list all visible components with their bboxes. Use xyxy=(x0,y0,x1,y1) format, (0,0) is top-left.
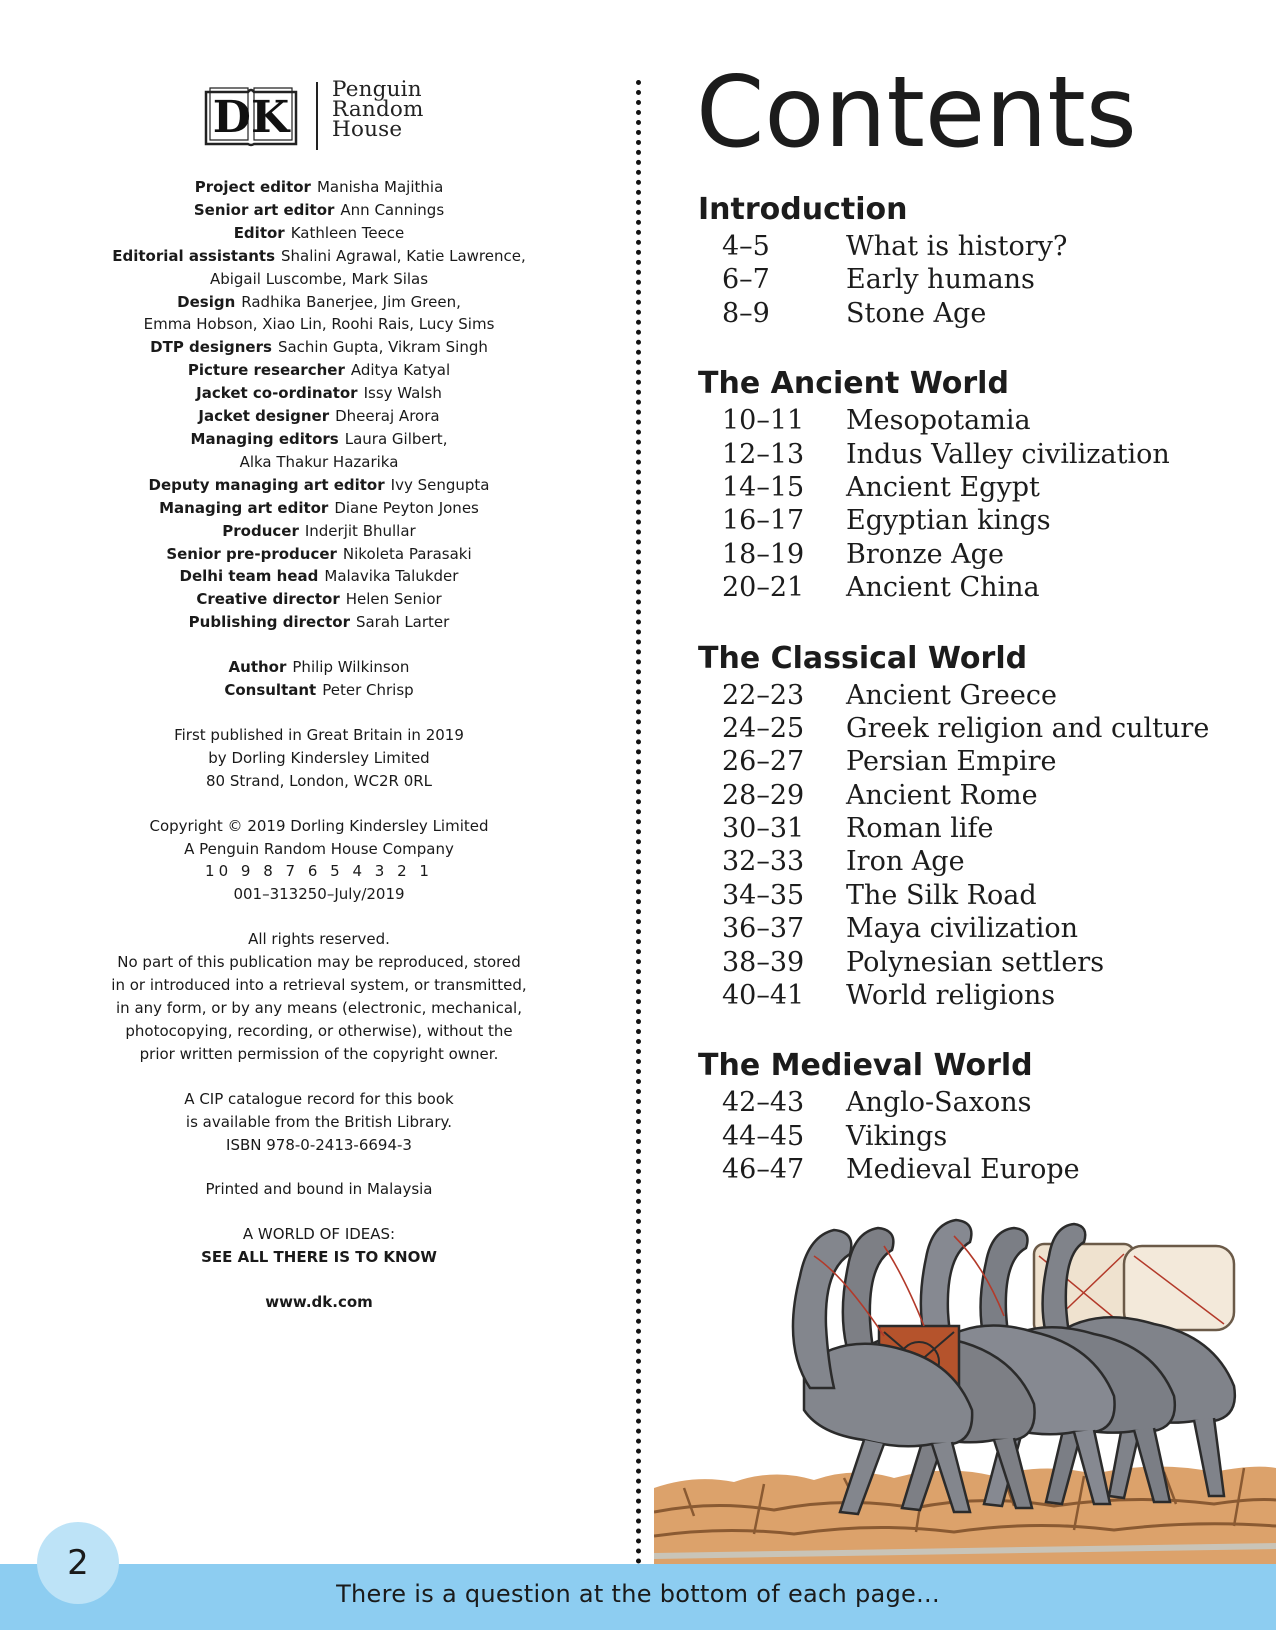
credit-row xyxy=(104,428,534,451)
toc-entry[interactable] xyxy=(698,571,1268,604)
toc-page-range: 36–37 xyxy=(722,913,805,945)
credit-row xyxy=(104,291,534,314)
cip-line: A CIP catalogue record for this book xyxy=(184,1089,454,1108)
toc-page-range: 28–29 xyxy=(722,779,805,811)
toc-entry[interactable] xyxy=(698,297,1268,330)
credit-role: Project editor xyxy=(194,178,311,196)
publication-line: by Dorling Kindersley Limited xyxy=(208,748,430,767)
rights-line: in or introduced into a retrieval system, or transmitted, xyxy=(111,976,527,995)
credit-role: Design xyxy=(177,292,236,311)
credit-names: Alka Thakur Hazarika xyxy=(239,452,399,471)
credit-names: Radhika Banerjee, Jim Green, xyxy=(241,292,461,311)
credit-names: Sachin Gupta, Vikram Singh xyxy=(277,338,488,357)
toc-page-range: 14–15 xyxy=(722,471,805,503)
credit-names: Kathleen Teece xyxy=(290,223,405,242)
toc-entry-title: Ancient Greece xyxy=(846,679,1057,711)
toc-page-range: 20–21 xyxy=(722,572,805,604)
rights-line: prior written permission of the copyright owner. xyxy=(139,1044,499,1063)
credit-role: Senior pre-producer xyxy=(166,544,337,563)
dk-mark: DK xyxy=(212,92,290,143)
toc-entry[interactable] xyxy=(698,263,1268,296)
penguin-random-house-wordmark xyxy=(332,77,424,142)
toc-entry[interactable] xyxy=(698,438,1268,471)
toc-section-title: The Medieval World xyxy=(698,1048,1033,1084)
toc-entry-title: Indus Valley civilization xyxy=(846,438,1170,470)
toc-page-range: 22–23 xyxy=(722,679,805,711)
toc-entry[interactable] xyxy=(698,912,1268,945)
imprint-credits xyxy=(104,176,534,1314)
credit-row xyxy=(104,176,534,199)
rights-line: All rights reserved. xyxy=(248,930,390,949)
copyright-line: 001–313250–July/2019 xyxy=(233,885,405,904)
toc-entry-title: Maya civilization xyxy=(846,913,1079,945)
dotted-divider xyxy=(636,80,641,1565)
toc-entry-title: World religions xyxy=(846,980,1056,1012)
page-number-badge xyxy=(37,1522,119,1604)
credit-role: Delhi team head xyxy=(179,567,319,586)
credit-role: Managing editors xyxy=(190,429,339,448)
toc-entry[interactable] xyxy=(698,779,1268,812)
publisher-line: Random xyxy=(332,97,424,122)
toc-entry-title: Ancient China xyxy=(846,572,1040,604)
toc-entry[interactable] xyxy=(698,946,1268,979)
toc-page-range: 12–13 xyxy=(722,438,805,470)
cip-record xyxy=(104,1088,534,1157)
publication-line: 80 Strand, London, WC2R 0RL xyxy=(205,771,433,790)
toc-page-range: 32–33 xyxy=(722,846,805,878)
camel-caravan-illustration xyxy=(654,1196,1276,1564)
author-list xyxy=(104,656,534,702)
toc-entry[interactable] xyxy=(698,471,1268,504)
toc-entry-title: Polynesian settlers xyxy=(846,946,1105,978)
rights-line: in any form, or by any means (electronic, mechanical, xyxy=(116,999,522,1017)
tagline-line: A WORLD OF IDEAS: xyxy=(242,1225,396,1244)
toc-entry-title: Ancient Rome xyxy=(846,779,1038,811)
toc-page-range: 30–31 xyxy=(722,813,805,845)
tagline xyxy=(104,1223,534,1269)
credit-role: Senior art editor xyxy=(193,200,335,219)
credit-names: Inderjit Bhullar xyxy=(304,521,416,540)
credit-row xyxy=(104,313,534,336)
credit-names: Helen Senior xyxy=(345,590,442,609)
credit-names: Philip Wilkinson xyxy=(292,658,410,677)
toc-entry-title: The Silk Road xyxy=(846,879,1037,911)
copyright-line: A Penguin Random House Company xyxy=(184,839,454,858)
toc-entry-title: Medieval Europe xyxy=(846,1154,1080,1186)
credit-role: Author xyxy=(228,658,287,677)
dk-book-logo-icon xyxy=(202,84,300,148)
copyright-line: 10 9 8 7 6 5 4 3 2 1 xyxy=(205,862,433,881)
toc-page-range: 18–19 xyxy=(722,538,805,570)
copyright-info xyxy=(104,815,534,907)
toc-page-range: 34–35 xyxy=(722,879,805,911)
toc-page-range: 10–11 xyxy=(722,405,805,437)
tagline-line: SEE ALL THERE IS TO KNOW xyxy=(201,1248,437,1267)
toc-page-range: 42–43 xyxy=(722,1087,805,1119)
toc-entry[interactable] xyxy=(698,1153,1268,1186)
toc-entry-title: Early humans xyxy=(846,264,1035,296)
credit-role: DTP designers xyxy=(150,338,272,357)
toc-entry-title: Ancient Egypt xyxy=(846,471,1040,503)
credit-row xyxy=(104,451,534,474)
credit-row xyxy=(104,656,534,679)
cargo-bundle xyxy=(1124,1246,1234,1330)
credit-row xyxy=(104,520,534,543)
toc-entry[interactable] xyxy=(698,712,1268,745)
toc-entry-title: Roman life xyxy=(846,813,994,845)
credit-names: Emma Hobson, Xiao Lin, Roohi Rais, Lucy Sims xyxy=(143,315,495,334)
credit-role: Producer xyxy=(222,521,299,540)
credit-list xyxy=(104,176,534,634)
credit-row xyxy=(104,245,534,268)
credit-role: Editorial assistants xyxy=(112,246,275,265)
publisher-line: Penguin xyxy=(332,77,422,102)
toc-entry[interactable] xyxy=(698,230,1268,263)
logo-separator xyxy=(316,82,318,150)
toc-entry[interactable] xyxy=(698,504,1268,537)
toc-page-range: 24–25 xyxy=(722,712,805,744)
credit-row xyxy=(104,199,534,222)
credit-row xyxy=(104,382,534,405)
copyright-line: Copyright © 2019 Dorling Kindersley Limited xyxy=(149,816,489,835)
toc-entry[interactable] xyxy=(698,1120,1268,1153)
toc-entry[interactable] xyxy=(698,404,1268,437)
toc-entry-title: Vikings xyxy=(846,1120,948,1152)
credit-names: Sarah Larter xyxy=(355,613,450,632)
toc-section-title: Introduction xyxy=(698,192,908,227)
credit-names: Laura Gilbert, xyxy=(344,429,448,448)
printed-in: Printed and bound in Malaysia xyxy=(205,1180,433,1199)
credit-row xyxy=(104,543,534,566)
credit-names: Aditya Katyal xyxy=(350,361,451,380)
toc-entry[interactable] xyxy=(698,812,1268,845)
toc-entry-title: Persian Empire xyxy=(846,746,1057,778)
credit-row xyxy=(104,268,534,291)
toc-entry-title: Anglo-Saxons xyxy=(846,1087,1032,1119)
toc-section xyxy=(698,639,1268,1013)
credit-names: Abigail Luscombe, Mark Silas xyxy=(209,269,429,288)
cip-line: is available from the British Library. xyxy=(185,1112,453,1131)
toc-page-range: 6–7 xyxy=(722,264,770,296)
credit-row xyxy=(104,497,534,520)
credit-names: Nikoleta Parasaki xyxy=(342,544,472,563)
credit-row xyxy=(104,222,534,245)
toc-entry-title: Iron Age xyxy=(846,846,965,878)
credit-role: Editor xyxy=(233,223,285,242)
credit-names: Peter Chrisp xyxy=(322,681,414,700)
publisher-logo xyxy=(202,77,442,152)
toc-page-range: 38–39 xyxy=(722,946,805,978)
toc-section xyxy=(698,1046,1268,1186)
credit-names: Issy Walsh xyxy=(363,384,442,403)
toc-page-range: 4–5 xyxy=(722,231,770,262)
credit-role: Deputy managing art editor xyxy=(148,475,385,494)
toc-page-range: 46–47 xyxy=(722,1154,805,1186)
publisher-line: House xyxy=(332,117,403,142)
credit-names: Diane Peyton Jones xyxy=(334,498,479,517)
credit-names: Malavika Talukder xyxy=(324,567,459,586)
credit-role: Jacket designer xyxy=(198,407,330,426)
credit-row xyxy=(104,588,534,611)
credit-row xyxy=(104,679,534,702)
rights-notice xyxy=(104,928,534,1065)
isbn: ISBN 978-0-2413-6694-3 xyxy=(226,1135,412,1154)
toc-page-range: 44–45 xyxy=(722,1120,805,1152)
table-of-contents xyxy=(698,190,1268,1221)
toc-entry-title: Stone Age xyxy=(846,297,987,329)
rights-line: photocopying, recording, or otherwise), without the xyxy=(125,1021,513,1040)
toc-section xyxy=(698,364,1268,604)
credit-role: Picture researcher xyxy=(187,361,345,380)
toc-entry[interactable] xyxy=(698,538,1268,571)
toc-entry[interactable] xyxy=(698,979,1268,1012)
credit-row xyxy=(104,405,534,428)
toc-section xyxy=(698,190,1268,330)
toc-page-range: 40–41 xyxy=(722,980,805,1012)
toc-entry-title: What is history? xyxy=(846,231,1068,262)
credit-role: Managing art editor xyxy=(159,498,329,517)
footer-question-note: There is a question at the bottom of each page... xyxy=(336,1580,940,1608)
credit-names: Ann Cannings xyxy=(340,200,445,219)
rights-line: No part of this publication may be reproduced, stored xyxy=(117,953,521,972)
toc-entry[interactable] xyxy=(698,1086,1268,1119)
credit-names: Dheeraj Arora xyxy=(335,407,440,426)
credit-names: Ivy Sengupta xyxy=(390,475,490,494)
credit-row xyxy=(104,359,534,382)
credit-role: Consultant xyxy=(224,681,317,700)
credit-row xyxy=(104,336,534,359)
credit-role: Publishing director xyxy=(188,613,350,632)
toc-entry[interactable] xyxy=(698,879,1268,912)
website-link[interactable]: www.dk.com xyxy=(265,1293,373,1312)
credit-role: Creative director xyxy=(196,590,340,609)
toc-page-range: 8–9 xyxy=(722,297,770,329)
toc-section-title: The Ancient World xyxy=(698,366,1009,402)
toc-page-range: 16–17 xyxy=(722,505,805,537)
credit-role: Jacket co-ordinator xyxy=(196,384,358,403)
contents-title: Contents xyxy=(696,56,1137,170)
publication-info xyxy=(104,724,534,793)
toc-entry[interactable] xyxy=(698,845,1268,878)
credit-names: Shalini Agrawal, Katie Lawrence, xyxy=(281,246,526,265)
toc-entry-title: Greek religion and culture xyxy=(846,712,1210,744)
credit-row xyxy=(104,474,534,497)
toc-entry-title: Egyptian kings xyxy=(846,505,1051,537)
credit-row xyxy=(104,565,534,588)
page-number: 2 xyxy=(67,1543,89,1583)
toc-entry-title: Bronze Age xyxy=(846,538,1004,570)
toc-entry[interactable] xyxy=(698,679,1268,712)
credit-row xyxy=(104,611,534,634)
toc-page-range: 26–27 xyxy=(722,746,805,778)
toc-section-title: The Classical World xyxy=(698,640,1028,676)
toc-entry[interactable] xyxy=(698,745,1268,778)
publication-line: First published in Great Britain in 2019 xyxy=(174,725,464,744)
credit-names: Manisha Majithia xyxy=(316,178,444,196)
toc-entry-title: Mesopotamia xyxy=(846,405,1031,437)
